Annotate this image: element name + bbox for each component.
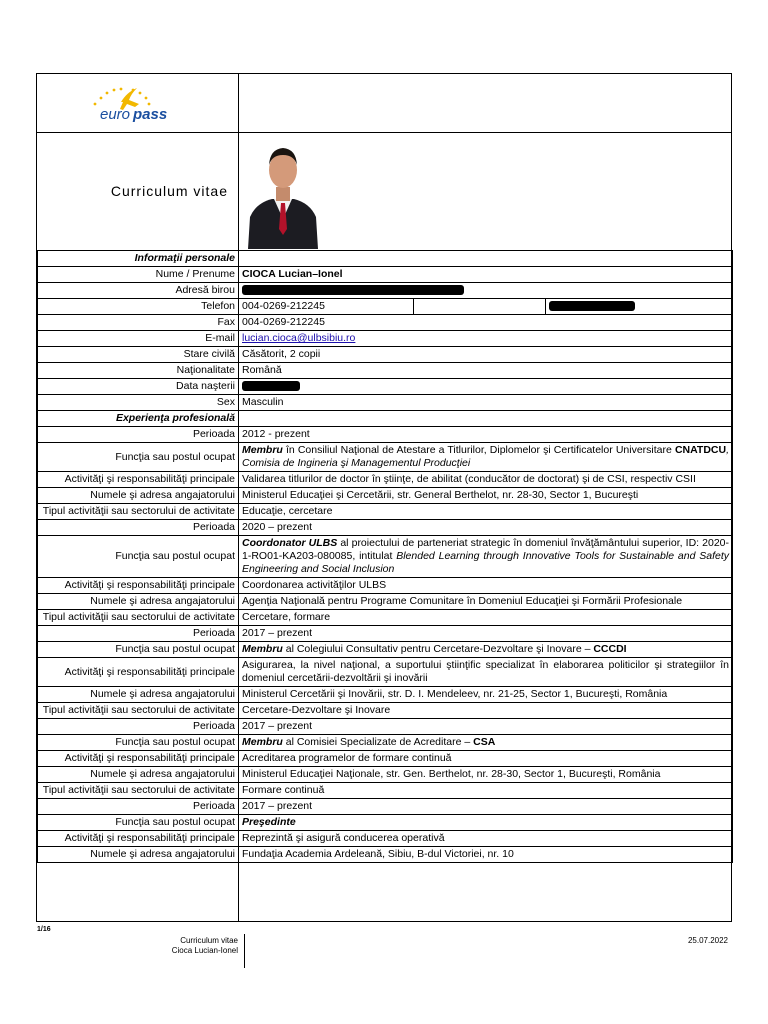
row-label: Fax [38, 315, 239, 331]
label-position: Funcţia sau postul ocupat [38, 536, 239, 578]
label-activities: Activităţi şi responsabilităţi principale [38, 578, 239, 594]
table-row [38, 642, 733, 658]
label-period: Perioada [38, 626, 239, 642]
label-position: Funcţia sau postul ocupat [38, 815, 239, 831]
label-employer: Numele şi adresa angajatorului [38, 594, 239, 610]
footer-title-line2: Cioca Lucian-Ionel [171, 946, 238, 955]
row-value: Masculin [239, 395, 733, 411]
table-row [38, 735, 733, 751]
row-value: Română [239, 363, 733, 379]
table-row [38, 783, 733, 799]
employer-value: Ministerul Educaţiei şi Cercetării, str. General Berthelot, nr. 28-30, Sector 1, Bucureşti [239, 488, 733, 504]
row-value: Căsătorit, 2 copii [239, 347, 733, 363]
sector-value: Cercetare, formare [239, 610, 733, 626]
row-label: Naţionalitate [38, 363, 239, 379]
row-label: Sex [38, 395, 239, 411]
table-row [38, 299, 733, 315]
sector-value: Cercetare-Dezvoltare şi Inovare [239, 703, 733, 719]
row-label: E-mail [38, 331, 239, 347]
sector-value: Educaţie, cercetare [239, 504, 733, 520]
table-row [38, 594, 733, 610]
row-label: Telefon [38, 299, 239, 315]
label-activities: Activităţi şi responsabilităţi principale [38, 658, 239, 687]
footer-date: 25.07.2022 [687, 936, 728, 945]
position-value: Preşedinte [239, 815, 733, 831]
table-row [38, 472, 733, 488]
employer-value: Fundaţia Academia Ardeleană, Sibiu, B-dul Victoriei, nr. 10 [239, 847, 733, 863]
table-row [38, 799, 733, 815]
row-label: Data naşterii [38, 379, 239, 395]
table-row [38, 831, 733, 847]
row-label: Nume / Prenume [38, 267, 239, 283]
label-sector: Tipul activităţii sau sectorului de activitate [38, 703, 239, 719]
table-row [38, 331, 733, 347]
redacted-phone [546, 299, 733, 315]
table-row [38, 815, 733, 831]
logo-euro-text: euro [100, 106, 131, 123]
table-row [38, 658, 733, 687]
table-row [38, 315, 733, 331]
email-link[interactable]: lucian.cioca@ulbsibiu.ro [242, 332, 356, 344]
period-value: 2017 – prezent [239, 626, 733, 642]
employer-value: Agenţia Naţională pentru Programe Comunitare în Domeniul Educaţiei şi Formării Profesionale [239, 594, 733, 610]
position-value: Membru al Comisiei Specializate de Acreditare – CSA [239, 735, 733, 751]
table-row [38, 626, 733, 642]
table-row [38, 847, 733, 863]
label-period: Perioada [38, 719, 239, 735]
row-label: Stare civilă [38, 347, 239, 363]
redacted-birthdate [239, 379, 733, 395]
period-value: 2020 – prezent [239, 520, 733, 536]
table-row [38, 267, 733, 283]
table-row [38, 520, 733, 536]
table-row [38, 283, 733, 299]
table-row [38, 751, 733, 767]
row-label: Adresă birou [38, 283, 239, 299]
table-row [38, 767, 733, 783]
cv-title: Curriculum vitae [110, 183, 228, 199]
label-employer: Numele şi adresa angajatorului [38, 488, 239, 504]
page-number: 1/16 [37, 926, 51, 933]
table-row [38, 719, 733, 735]
activities-value: Coordonarea activităţilor ULBS [239, 578, 733, 594]
label-employer: Numele şi adresa angajatorului [38, 767, 239, 783]
cv-table [37, 250, 733, 863]
portrait-photo [242, 137, 324, 249]
table-row [38, 578, 733, 594]
table-row [38, 347, 733, 363]
activities-value: Validarea titlurilor de doctor în ştiinţe, de abilitat (conducător de doctorat) şi de CSI, respectiv CSII [239, 472, 733, 488]
europass-logo [37, 74, 238, 132]
footer-title [172, 936, 238, 956]
section-row [38, 251, 733, 267]
table-row [38, 427, 733, 443]
table-row [38, 687, 733, 703]
footer-title-line1: Curriculum vitae [180, 936, 238, 945]
table-row [38, 703, 733, 719]
table-row [38, 443, 733, 472]
position-value: Membru în Consiliul Naţional de Atestare a Titlurilor, Diplomelor şi Certificatelor Universitare CNATDCU, Comisia de Ingineria şi Managementul Producţiei [239, 443, 733, 472]
label-employer: Numele şi adresa angajatorului [38, 687, 239, 703]
redacted-address [239, 283, 733, 299]
row-value: CIOCA Lucian–Ionel [239, 267, 733, 283]
table-row [38, 488, 733, 504]
period-value: 2017 – prezent [239, 799, 733, 815]
position-value: Membru al Colegiului Consultativ pentru Cercetare-Dezvoltare şi Inovare – CCCDI [239, 642, 733, 658]
sector-value: Formare continuă [239, 783, 733, 799]
label-activities: Activităţi şi responsabilităţi principale [38, 751, 239, 767]
table-row [38, 395, 733, 411]
table-row [38, 363, 733, 379]
footer-divider [244, 934, 245, 968]
table-row [38, 504, 733, 520]
row-value: 004-0269-212245 [239, 315, 733, 331]
position-value: Coordonator ULBS al proiectului de parteneriat strategic în domeniul învăţământului superior, ID: 2020-1-RO01-KA203-080085, intitulat Blended Learning through Innovative Tools for Sustainable and Safety Engineering and Social Inclusion [239, 536, 733, 578]
table-row [38, 610, 733, 626]
label-sector: Tipul activităţii sau sectorului de activitate [38, 783, 239, 799]
employer-value: Ministerul Cercetării şi Inovării, str. D. I. Mendeleev, nr. 21-25, Sector 1, Bucureşti, România [239, 687, 733, 703]
logo-pass-text: pass [133, 106, 168, 123]
label-employer: Numele şi adresa angajatorului [38, 847, 239, 863]
employer-value: Ministerul Educaţiei Naţionale, str. Gen. Berthelot, nr. 28-30, Sector 1, Bucureşti, România [239, 767, 733, 783]
period-value: 2012 - prezent [239, 427, 733, 443]
section-title-personal: Informaţii personale [38, 251, 239, 267]
section-row [38, 411, 733, 427]
label-sector: Tipul activităţii sau sectorului de activitate [38, 610, 239, 626]
table-row [38, 536, 733, 578]
row-value: 004-0269-212245 [239, 299, 414, 315]
table-row [38, 379, 733, 395]
label-period: Perioada [38, 520, 239, 536]
header-divider [37, 132, 731, 133]
activities-value: Asigurarea, la nivel naţional, a suportului ştiinţific specializat în elaborarea politicilor şi strategiilor în domeniul cercetării-dezvoltării şi inovării [239, 658, 733, 687]
europass-logo-icon [37, 74, 238, 132]
period-value: 2017 – prezent [239, 719, 733, 735]
label-position: Funcţia sau postul ocupat [38, 642, 239, 658]
label-position: Funcţia sau postul ocupat [38, 735, 239, 751]
label-sector: Tipul activităţii sau sectorului de activitate [38, 504, 239, 520]
activities-value: Acreditarea programelor de formare continuă [239, 751, 733, 767]
label-period: Perioada [38, 799, 239, 815]
activities-value: Reprezintă şi asigură conducerea operativă [239, 831, 733, 847]
label-position: Funcţia sau postul ocupat [38, 443, 239, 472]
section-title-experience: Experienţa profesională [38, 411, 239, 427]
label-period: Perioada [38, 427, 239, 443]
label-activities: Activităţi şi responsabilităţi principale [38, 831, 239, 847]
label-activities: Activităţi şi responsabilităţi principale [38, 472, 239, 488]
